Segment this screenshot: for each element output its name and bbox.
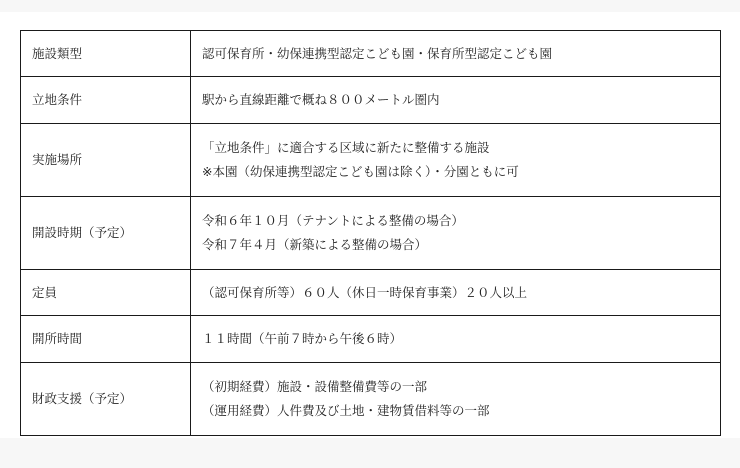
table-row-opening-period <box>21 197 721 270</box>
table-row-implementation-site <box>21 124 721 197</box>
row-label: 財政支援（予定） <box>21 363 191 436</box>
row-label: 実施場所 <box>21 124 191 197</box>
row-value <box>191 363 721 436</box>
document-sheet <box>0 12 740 438</box>
row-label: 立地条件 <box>21 77 191 124</box>
table-row-facility-type <box>21 31 721 77</box>
table-row-opening-hours <box>21 316 721 363</box>
value-line: １１時間（午前７時から午後６時） <box>202 331 403 346</box>
row-label: 施設類型 <box>21 31 191 77</box>
value-line: 「立地条件」に適合する区域に新たに整備する施設 <box>202 140 490 155</box>
value-line: （初期経費）施設・設備整備費等の一部 <box>202 379 428 394</box>
value-line: 令和６年１０月（テナントによる整備の場合） <box>202 213 464 228</box>
value-line: 駅から直線距離で概ね８００メートル圏内 <box>202 92 440 107</box>
value-line: ※本園（幼保連携型認定こども園は除く）・分園ともに可 <box>202 164 519 179</box>
row-value <box>191 31 721 77</box>
value-line: （運用経費）人件費及び土地・建物賃借料等の一部 <box>202 403 490 418</box>
table-row-financial-support <box>21 363 721 436</box>
row-value <box>191 124 721 197</box>
row-value <box>191 197 721 270</box>
row-value <box>191 316 721 363</box>
table-row-capacity <box>21 270 721 316</box>
value-line: （認可保育所等）６０人（休日一時保育事業）２０人以上 <box>202 284 528 300</box>
row-label: 開設時期（予定） <box>21 197 191 270</box>
row-label: 開所時間 <box>21 316 191 363</box>
facility-info-table <box>20 30 721 436</box>
row-value <box>191 77 721 124</box>
row-label: 定員 <box>21 270 191 316</box>
value-line: 認可保育所・幼保連携型認定こども園・保育所型認定こども園 <box>202 45 553 61</box>
value-line: 令和７年４月（新築による整備の場合） <box>202 237 428 252</box>
row-value <box>191 270 721 316</box>
table-row-location-condition <box>21 77 721 124</box>
